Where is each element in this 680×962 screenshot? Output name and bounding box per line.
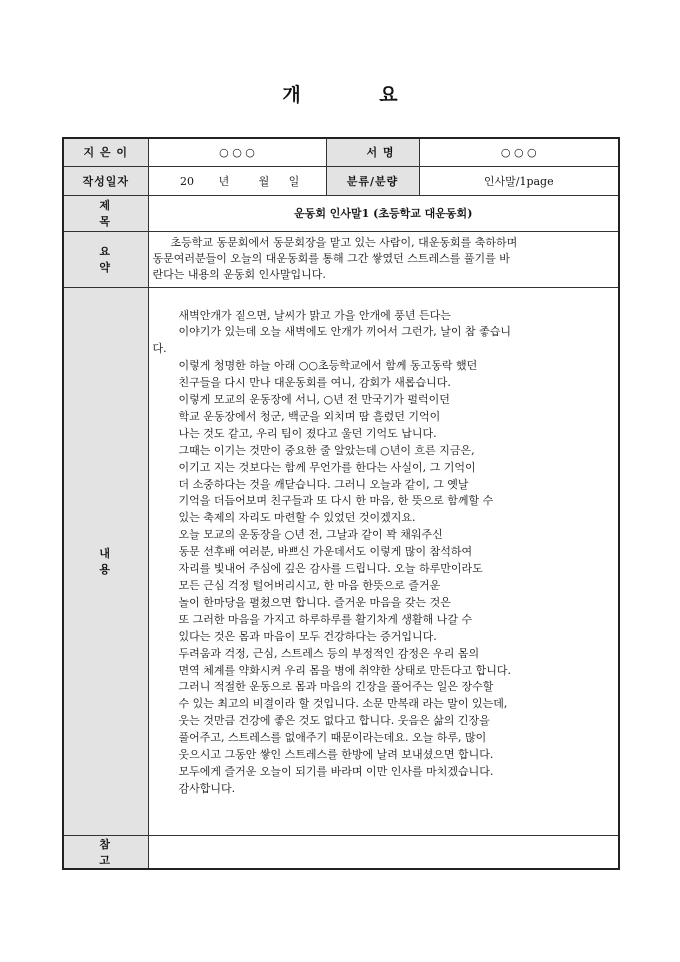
content-line: 수 있는 최고의 비결이라 할 것입니다. 소문 만복래 라는 말이 있는데, (178, 697, 508, 711)
summary-form-table (62, 137, 620, 870)
content-label: 내 용 (63, 287, 148, 835)
date-row (63, 166, 619, 195)
note-label: 참 고 (63, 835, 148, 869)
content-line: 오늘 모교의 운동장을 ○년 전, 그날과 같이 꽉 채워주신 (178, 528, 443, 542)
content-line: 더 소중하다는 것을 깨닫습니다. 그러니 오늘과 같이, 그 옛날 (178, 477, 469, 491)
content-line: 새벽안개가 짙으면, 날씨가 맑고 가을 안개에 풍년 든다는 (178, 308, 451, 322)
content-line: 그때는 이기는 것만이 중요한 줄 알았는데 ○년이 흐른 지금은, (178, 443, 475, 457)
date-day-unit: 일 (288, 174, 300, 188)
content-line: 웃으시고 그동안 쌓인 스트레스를 한방에 날려 보내셨으면 합니다. (178, 748, 494, 762)
content-line: 다. (152, 342, 167, 356)
date-month-unit: 월 (258, 174, 270, 188)
content-line: 이기고 지는 것보다는 함께 무언가를 한다는 사실이, 그 기억이 (178, 460, 476, 474)
subject-label: 제 목 (63, 195, 148, 231)
note-row (63, 835, 619, 869)
bookname-value: ○ ○ ○ (419, 138, 619, 166)
content-line: 두려움과 걱정, 근심, 스트레스 등의 부정적인 감정은 우리 몸의 (178, 646, 480, 660)
content-line: 감사합니다. (178, 781, 236, 795)
content-line: 있다는 것은 몸과 마음이 모두 건강하다는 증거입니다. (178, 629, 437, 643)
content-line: 이야기가 있는데 오늘 새벽에도 안개가 끼어서 그런가, 날이 참 좋습니 (178, 325, 511, 339)
content-line: 기억을 더듬어보며 친구들과 또 다시 한 마음, 한 뜻으로 함께할 수 (178, 494, 494, 508)
content-line: 풀어주고, 스트레스를 없애주기 때문이라는데요. 오늘 하루, 많이 (178, 731, 487, 745)
category-value: 인사말/1page (419, 166, 619, 195)
content-line: 친구들을 다시 만나 대운동회를 여니, 감회가 새롭습니다. (178, 376, 451, 390)
content-line: 이렇게 모교의 운동장에 서니, ○년 전 만국기가 펄럭이던 (178, 393, 450, 407)
content-line: 학교 운동장에서 청군, 백군을 외치며 땀 흘렸던 기억이 (178, 409, 441, 423)
summary-line: 란다는 내용의 운동회 인사말입니다. (152, 268, 326, 281)
date-year-unit: 년 (218, 174, 230, 188)
date-year: 20 (180, 174, 194, 188)
category-label: 분류/분량 (326, 166, 419, 195)
content-line: 있는 축제의 자리도 마련할 수 있었던 것이겠지요. (178, 511, 416, 525)
summary-line: 초등학교 동문회에서 동문회장을 맡고 있는 사람이, 대운동회를 축하하며 (170, 236, 518, 249)
summary-row (63, 231, 619, 287)
document-title: 개 요 (282, 84, 434, 106)
author-row (63, 138, 619, 166)
content-text (148, 287, 619, 835)
content-line: 놀이 한마당을 펼쳤으면 합니다. 즐거운 마음을 갖는 것은 (178, 595, 451, 609)
subject-row (63, 195, 619, 231)
content-line: 모두에게 즐거운 오늘이 되기를 바라며 이만 인사를 마치겠습니다. (178, 764, 494, 778)
summary-line: 동문여러분들이 오늘의 대운동회를 통해 그간 쌓였던 스트레스를 풀기를 바 (152, 252, 510, 265)
summary-label: 요 약 (63, 231, 148, 287)
date-value (148, 166, 326, 195)
content-line: 나는 것도 같고, 우리 팀이 졌다고 울던 기억도 납니다. (178, 426, 437, 440)
content-line: 그러니 적절한 운동으로 몸과 마음의 긴장을 풀어주는 일은 장수할 (178, 680, 494, 694)
note-value (148, 835, 619, 869)
content-line: 자리를 빛내어 주심에 깊은 감사를 드립니다. 오늘 하루만이라도 (178, 562, 483, 576)
content-line: 웃는 것만큼 건강에 좋은 것도 없다고 합니다. 웃음은 삶의 긴장을 (178, 714, 490, 728)
author-label: 지 은 이 (63, 138, 148, 166)
subject-value: 운동회 인사말1 (초등학교 대운동회) (148, 195, 619, 231)
content-line: 또 그러한 마음을 가지고 하루하루를 활기차게 생활해 나갈 수 (178, 612, 473, 626)
date-label: 작성일자 (63, 166, 148, 195)
author-value: ○ ○ ○ (148, 138, 326, 166)
summary-text (148, 231, 619, 287)
content-row (63, 287, 619, 835)
content-line: 모든 근심 걱정 털어버리시고, 한 마음 한뜻으로 즐거운 (178, 579, 441, 592)
content-line: 동문 선후배 여러분, 바쁘신 가운데서도 이렇게 많이 참석하여 (178, 545, 473, 559)
content-line: 이렇게 청명한 하늘 아래 ○○초등학교에서 함께 동고동락 했던 (178, 359, 478, 373)
bookname-label: 서 명 (326, 138, 419, 166)
content-line: 면역 체계를 약화시켜 우리 몸을 병에 취약한 상태로 만든다고 합니다. (178, 663, 511, 677)
